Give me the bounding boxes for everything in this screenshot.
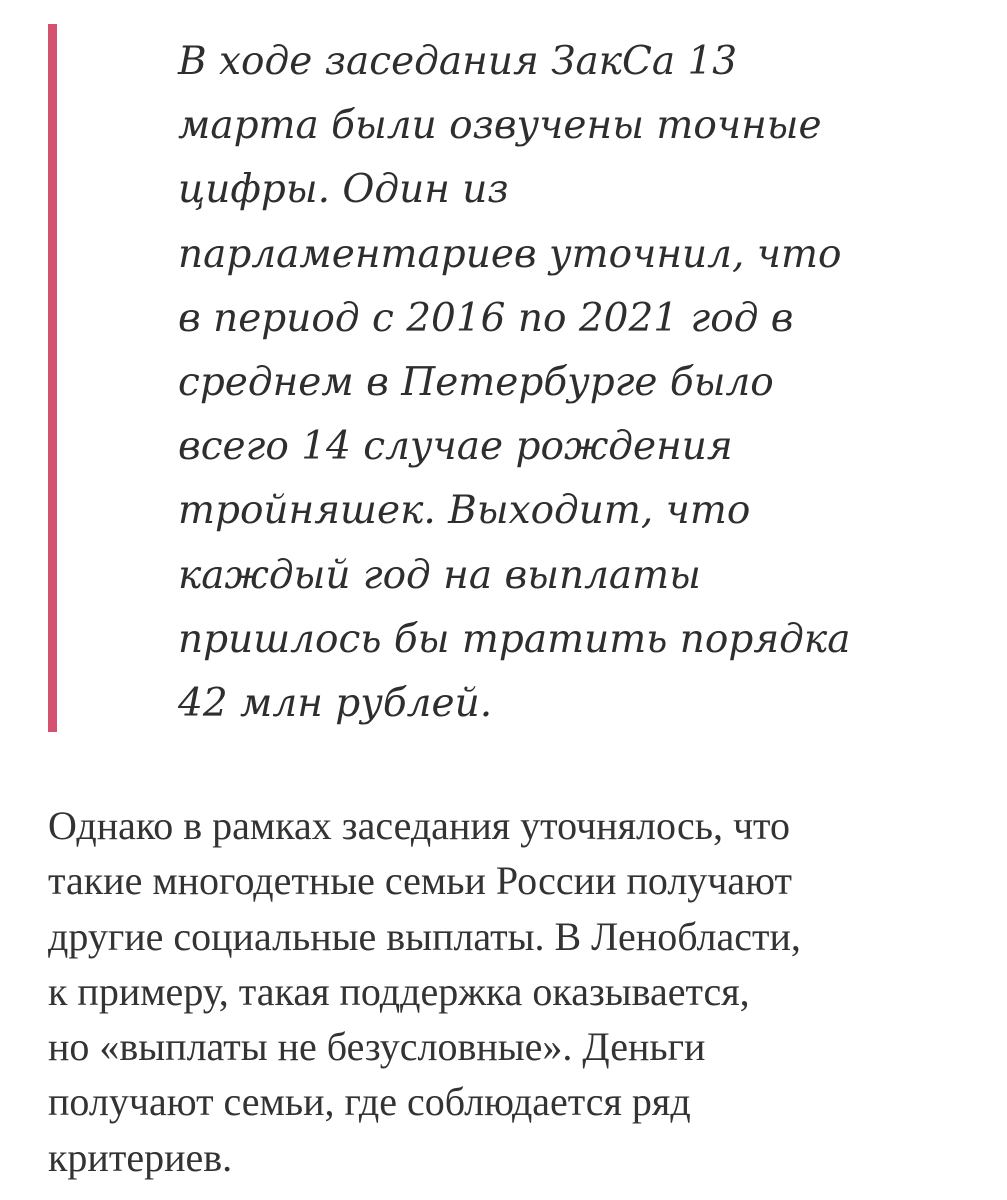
blockquote-line: марта были озвучены точные (178, 103, 822, 149)
paragraph-line: другие социальные выплаты. В Ленобласти, (48, 913, 801, 959)
paragraph-line: такие многодетные семьи России получают (48, 858, 792, 904)
blockquote-line: парламентариев уточнил, что (178, 231, 842, 277)
blockquote-text (178, 30, 968, 736)
blockquote-line: каждый год на выплаты (178, 552, 701, 598)
paragraph-line: к примеру, такая поддержка оказывается, (48, 968, 750, 1014)
paragraph-line: критериев. (48, 1134, 233, 1180)
blockquote-line: среднем в Петербурге было (178, 360, 774, 406)
blockquote-line: пришлось бы тратить порядка (178, 616, 851, 662)
blockquote-line: в период с 2016 по 2021 год в (178, 295, 794, 341)
paragraph-line: получают семьи, где соблюдается ряд (48, 1079, 691, 1125)
blockquote (48, 24, 968, 732)
blockquote-line: В ходе заседания ЗакСа 13 (178, 39, 738, 84)
article-paragraph (48, 798, 968, 1185)
paragraph-line: Однако в рамках заседания уточнялось, что (48, 803, 791, 848)
blockquote-line: тройняшек. Выходит, что (178, 488, 751, 534)
blockquote-line: 42 млн рублей. (178, 681, 493, 727)
blockquote-accent-bar (48, 24, 57, 732)
blockquote-line: цифры. Один из (178, 167, 509, 213)
blockquote-line: всего 14 случае рождения (178, 424, 733, 470)
paragraph-line: но «выплаты не безусловные». Деньги (48, 1024, 706, 1070)
